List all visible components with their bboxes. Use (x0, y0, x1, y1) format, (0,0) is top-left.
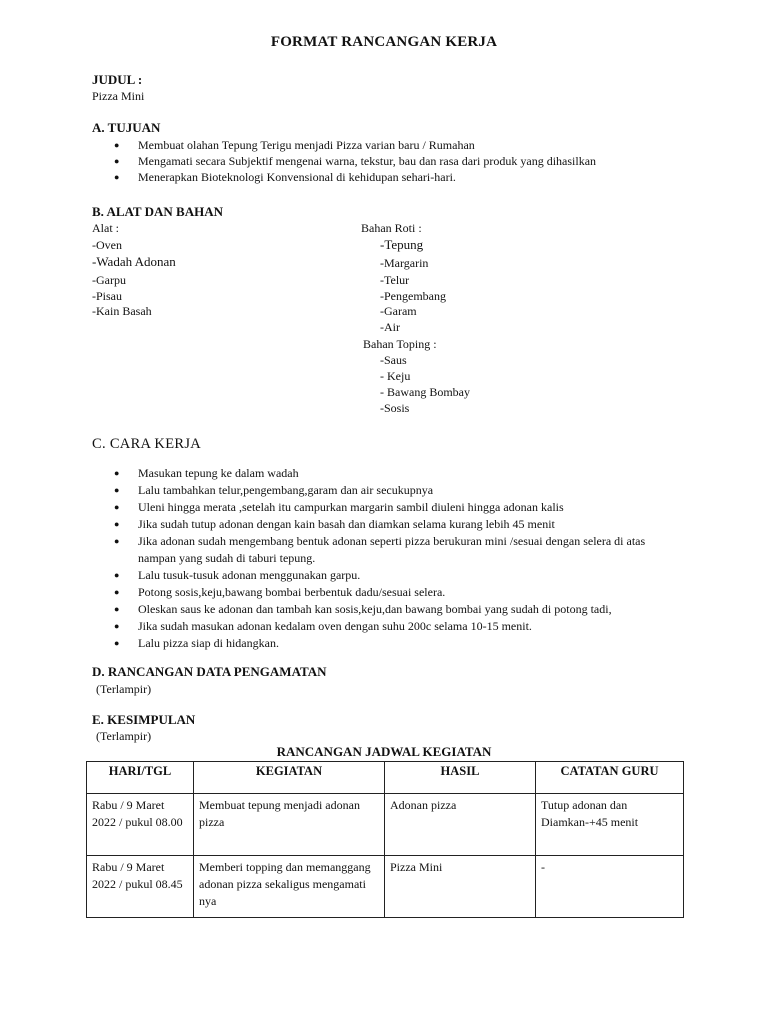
alat-label: Alat : (92, 221, 119, 235)
tujuan-heading: A. TUJUAN (92, 120, 161, 135)
table-cell: Adonan pizza (385, 794, 536, 856)
table-cell: Rabu / 9 Maret 2022 / pukul 08.00 (87, 794, 194, 856)
cara-kerja-heading: C. CARA KERJA (92, 436, 202, 452)
kesimpulan-heading: E. KESIMPULAN (92, 712, 196, 727)
list-item: ● Oleskan saus ke adonan dan tambah kan sosis,keju,dan bawang bombai yang sudah di potong tadi, (114, 602, 612, 616)
alat-item: -Garpu (92, 273, 126, 287)
list-item: ● Jika sudah tutup adonan dengan kain basah dan diamkan selama kurang lebih 45 menit (114, 517, 555, 531)
column-header: HARI/TGL (87, 762, 194, 794)
bahan-toping-label: Bahan Toping : (363, 337, 437, 351)
bahan-roti-item: -Telur (380, 273, 410, 287)
table-cell: Rabu / 9 Maret 2022 / pukul 08.45 (87, 856, 194, 918)
table-cell: - (536, 856, 684, 918)
bullet-icon: ● (114, 502, 120, 512)
list-item: ● Jika sudah masukan adonan kedalam oven dengan suhu 200c selama 10-15 menit. (114, 619, 532, 633)
judul-label: JUDUL : (92, 72, 143, 87)
table-cell: Membuat tepung menjadi adonan pizza (194, 794, 385, 856)
table-header-row (87, 762, 684, 794)
list-item: ● Potong sosis,keju,bawang bombai berbentuk dadu/sesuai selera. (114, 585, 446, 599)
list-item: ● Lalu tusuk-tusuk adonan menggunakan garpu. (114, 568, 361, 582)
bullet-icon: ● (114, 519, 120, 529)
judul-value: Pizza Mini (92, 89, 145, 103)
alat-bahan-heading: B. ALAT DAN BAHAN (92, 204, 223, 219)
table-cell: Tutup adonan dan Diamkan-+45 menit (536, 794, 684, 856)
table-row (87, 856, 684, 918)
bahan-roti-item: -Garam (380, 304, 417, 318)
bahan-roti-item: -Margarin (380, 256, 429, 270)
list-item: ● Membuat olahan Tepung Terigu menjadi Pizza varian baru / Rumahan (114, 138, 475, 152)
list-item: ● Jika adonan sudah mengembang bentuk adonan seperti pizza berukuran mini /sesuai dengan selera di atas nampan yang sudah di taburi tepung. (114, 534, 646, 565)
bullet-icon: ● (114, 638, 120, 648)
pengamatan-heading: D. RANCANGAN DATA PENGAMATAN (92, 664, 327, 679)
alat-item: -Pisau (92, 289, 122, 303)
document-title: FORMAT RANCANGAN KERJA (270, 34, 498, 50)
alat-item: -Oven (92, 238, 122, 252)
column-header: KEGIATAN (194, 762, 385, 794)
column-header: CATATAN GURU (536, 762, 684, 794)
cara-kerja-list (114, 465, 678, 652)
bahan-toping-item: - Keju (380, 369, 411, 383)
kesimpulan-value: (Terlampir) (96, 729, 152, 743)
list-item: ● Menerapkan Bioteknologi Konvensional di kehidupan sehari-hari. (114, 170, 456, 184)
table-cell: Memberi topping dan memanggang adonan pizza sekaligus mengamati nya (194, 856, 385, 918)
jadwal-title: RANCANGAN JADWAL KEGIATAN (276, 744, 492, 759)
bahan-roti-item: -Air (380, 320, 400, 334)
bahan-roti-item: -Tepung (380, 237, 424, 252)
bahan-toping-item: -Sosis (380, 401, 410, 415)
list-item: ● Masukan tepung ke dalam wadah (114, 466, 299, 480)
table-row (87, 794, 684, 856)
pengamatan-value: (Terlampir) (96, 682, 152, 696)
bullet-icon: ● (114, 536, 120, 546)
bullet-icon: ● (114, 604, 120, 614)
bullet-icon: ● (114, 570, 120, 580)
table-cell: Pizza Mini (385, 856, 536, 918)
alat-item: -Kain Basah (92, 304, 152, 318)
tujuan-list (114, 137, 597, 185)
bullet-icon: ● (114, 587, 120, 597)
list-item: ● Uleni hingga merata ,setelah itu campurkan margarin sambil diuleni hingga adonan kalis (114, 500, 564, 514)
bahan-toping-item: -Saus (380, 353, 407, 367)
list-item: ● Lalu pizza siap di hidangkan. (114, 636, 279, 650)
column-header: HASIL (385, 762, 536, 794)
bahan-roti-label: Bahan Roti : (361, 221, 422, 235)
bullet-icon: ● (114, 156, 120, 166)
alat-item: -Wadah Adonan (92, 254, 176, 269)
list-item: ● Lalu tambahkan telur,pengembang,garam dan air secukupnya (114, 483, 434, 497)
bullet-icon: ● (114, 140, 120, 150)
bullet-icon: ● (114, 468, 120, 478)
bahan-roti-item: -Pengembang (380, 289, 446, 303)
bullet-icon: ● (114, 485, 120, 495)
list-item: ● Mengamati secara Subjektif mengenai warna, tekstur, bau dan rasa dari produk yang dihasilkan (114, 154, 597, 168)
bahan-toping-item: - Bawang Bombay (380, 385, 470, 399)
bullet-icon: ● (114, 172, 120, 182)
jadwal-table (86, 761, 684, 918)
bullet-icon: ● (114, 621, 120, 631)
